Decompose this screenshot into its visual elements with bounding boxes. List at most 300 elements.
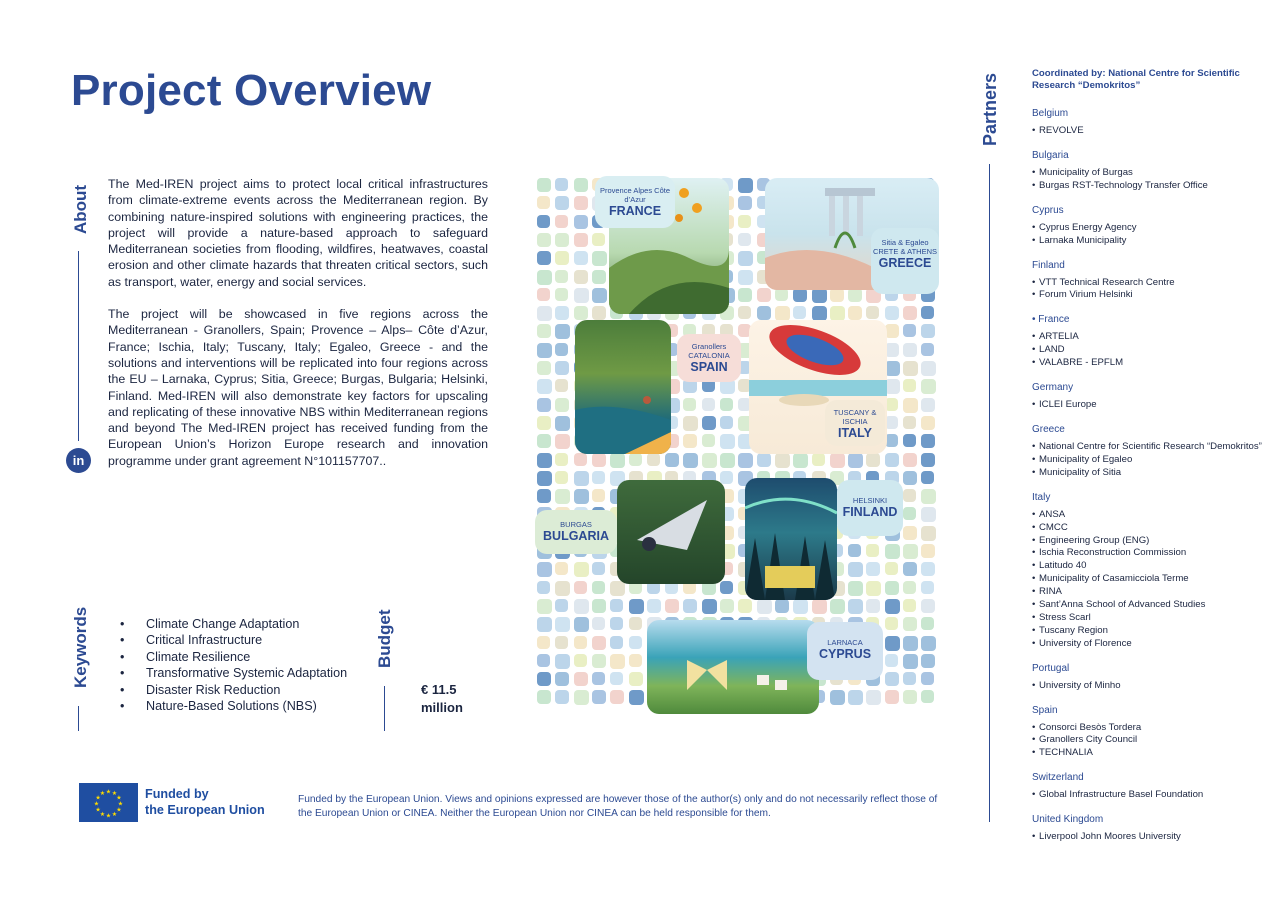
mosaic-tile bbox=[738, 215, 751, 228]
mosaic-tile bbox=[903, 581, 916, 594]
mosaic-tile bbox=[738, 233, 751, 246]
partner-country: Finland bbox=[1032, 259, 1065, 271]
mosaic-tile bbox=[848, 453, 863, 468]
mosaic-tile bbox=[757, 288, 771, 302]
mosaic-tile bbox=[683, 416, 698, 431]
mosaic-tile bbox=[702, 416, 716, 430]
mosaic-tile bbox=[555, 288, 568, 301]
mosaic-tile bbox=[574, 562, 589, 577]
mosaic-tile bbox=[885, 581, 899, 595]
mosaic-tile bbox=[903, 489, 916, 502]
mosaic-tile bbox=[921, 526, 936, 541]
mosaic-tile bbox=[903, 526, 917, 540]
partner-member-list bbox=[1032, 125, 1262, 138]
partner-member: • Stress Scarl bbox=[1032, 612, 1262, 625]
river-image bbox=[575, 320, 671, 454]
mosaic-tile bbox=[555, 453, 568, 466]
page-title: Project Overview bbox=[71, 66, 432, 115]
mosaic-tile bbox=[921, 306, 934, 319]
mosaic-tile bbox=[555, 379, 568, 392]
mosaic-tile bbox=[574, 288, 589, 303]
mosaic-tile bbox=[775, 599, 789, 613]
mosaic-tile bbox=[921, 343, 934, 356]
mosaic-tile bbox=[574, 654, 587, 667]
partner-member: • Tuscany Region bbox=[1032, 625, 1262, 638]
mosaic-tile bbox=[866, 544, 879, 557]
region-label-greece bbox=[871, 228, 939, 294]
mosaic-tile bbox=[574, 270, 588, 284]
mosaic-tile bbox=[903, 343, 917, 357]
partner-member: • Municipality of Egaleo bbox=[1032, 454, 1262, 467]
mosaic-tile bbox=[574, 690, 589, 705]
region-spain-name: SPAIN bbox=[690, 360, 728, 374]
cyprus-illustration bbox=[647, 620, 819, 714]
region-france-name: FRANCE bbox=[608, 204, 662, 218]
about-divider bbox=[78, 251, 79, 441]
region-italy-name: ITALY bbox=[837, 426, 873, 440]
budget-amount: € 11.5 bbox=[421, 682, 457, 697]
mosaic-tile bbox=[610, 654, 625, 669]
mosaic-tile bbox=[921, 434, 935, 448]
mosaic-tile bbox=[592, 654, 606, 668]
mosaic-tile bbox=[903, 654, 918, 669]
mosaic-tile bbox=[903, 471, 917, 485]
partner-member: • Municipality of Sitia bbox=[1032, 467, 1262, 480]
mosaic-tile bbox=[683, 453, 698, 468]
mosaic-tile bbox=[885, 306, 899, 320]
keyword-item: • Climate Resilience bbox=[120, 649, 347, 665]
mosaic-tile bbox=[647, 599, 661, 613]
keyword-item: • Disaster Risk Reduction bbox=[120, 682, 347, 698]
keywords-list bbox=[120, 616, 347, 714]
mosaic-tile bbox=[555, 489, 570, 504]
mosaic-tile bbox=[738, 196, 752, 210]
region-france-subtitle: Provence Alpes Côte d’Azur bbox=[599, 186, 671, 204]
mosaic-tile bbox=[812, 599, 827, 614]
keywords-divider bbox=[78, 706, 79, 731]
mosaic-tile bbox=[537, 379, 552, 394]
mosaic-tile bbox=[592, 306, 606, 320]
mosaic-tile bbox=[610, 636, 623, 649]
mosaic-tile bbox=[903, 544, 918, 559]
mosaic-tile bbox=[574, 581, 587, 594]
mosaic-tile bbox=[537, 215, 550, 228]
mosaic-tile bbox=[903, 617, 917, 631]
mosaic-tile bbox=[738, 178, 753, 193]
region-italy-area: TUSCANY & ISCHIA bbox=[833, 408, 877, 426]
eu-star-icon: ★ bbox=[116, 807, 122, 814]
mosaic-tile bbox=[683, 599, 697, 613]
mosaic-tile bbox=[537, 251, 551, 265]
mosaic-tile bbox=[720, 581, 733, 594]
partner-country: Portugal bbox=[1032, 662, 1070, 674]
mosaic-tile bbox=[537, 196, 550, 209]
linkedin-icon[interactable]: in bbox=[66, 448, 91, 473]
partner-member-list bbox=[1032, 441, 1262, 480]
mosaic-tile bbox=[629, 672, 643, 686]
mosaic-tile bbox=[903, 636, 918, 651]
mosaic-tile bbox=[592, 233, 605, 246]
mosaic-tile bbox=[848, 562, 863, 577]
mosaic-tile bbox=[903, 306, 917, 320]
mosaic-tile bbox=[830, 690, 845, 705]
mosaic-tile bbox=[738, 251, 753, 266]
eu-star-icon: ★ bbox=[111, 791, 118, 798]
mosaic-tile bbox=[921, 361, 936, 376]
partner-country: Switzerland bbox=[1032, 772, 1084, 784]
mosaic-tile bbox=[574, 672, 588, 686]
partner-member: • Ischia Reconstruction Commission bbox=[1032, 547, 1262, 560]
eu-star-icon: ★ bbox=[105, 789, 112, 796]
eu-star-icon: ★ bbox=[116, 795, 122, 802]
mosaic-tile bbox=[702, 453, 717, 468]
mosaic-tile bbox=[537, 270, 552, 285]
disclaimer-text: Funded by the European Union. Views and opinions expressed are however those of the author(s) only and do not necessarily reflect those of the European Union or CINEA. Neither the European Union nor CINEA can be held responsible for them. bbox=[298, 794, 938, 819]
mosaic-tile bbox=[537, 434, 551, 448]
mosaic-tile bbox=[555, 599, 568, 612]
partner-member-list bbox=[1032, 331, 1262, 370]
partner-member: • Global Infrastructure Basel Foundation bbox=[1032, 789, 1262, 802]
mosaic-tile bbox=[921, 416, 935, 430]
coordinator-text: Coordinated by: National Centre for Scientific Research “Demokritos” bbox=[1032, 68, 1240, 91]
forest-night-image bbox=[745, 478, 837, 600]
mosaic-tile bbox=[592, 636, 606, 650]
region-finland-city: HELSINKI bbox=[852, 496, 888, 505]
mosaic-tile bbox=[610, 599, 623, 612]
partner-member: • REVOLVE bbox=[1032, 125, 1262, 138]
budget-unit: million bbox=[421, 700, 463, 715]
partner-member: • CMCC bbox=[1032, 522, 1262, 535]
partner-member: • National Centre for Scientific Research “Demokritos” bbox=[1032, 441, 1262, 454]
mosaic-tile bbox=[720, 416, 733, 429]
mosaic-tile bbox=[555, 251, 569, 265]
mosaic-tile bbox=[592, 453, 606, 467]
partner-member: • University of Minho bbox=[1032, 680, 1262, 693]
partners-label: Partners bbox=[980, 72, 1000, 146]
about-paragraph-1: The Med-IREN project aims to protect local critical infrastructures from climate-extreme events across the Mediterranean region. By combining nature-inspired solutions with engineering practices, the project will provide a nature-based approach to safeguard Mediterranean societies from flooding, wildfires, heatwaves, coastal erosion and other climate hazards that threaten critical sectors, such as transport, water, energy and social services. bbox=[108, 177, 488, 289]
mosaic-tile bbox=[537, 288, 550, 301]
mosaic-tile bbox=[866, 581, 881, 596]
mosaic-tile bbox=[537, 453, 552, 468]
mosaic-tile bbox=[555, 690, 569, 704]
mosaic-tile bbox=[866, 453, 880, 467]
partner-member: • VTT Technical Research Centre bbox=[1032, 277, 1262, 290]
eu-star-icon: ★ bbox=[117, 801, 124, 808]
mosaic-tile bbox=[921, 453, 935, 467]
mosaic-tile bbox=[555, 654, 570, 669]
mosaic-tile bbox=[848, 306, 862, 320]
mosaic-tile bbox=[592, 270, 606, 284]
mosaic-tile bbox=[683, 434, 697, 448]
mosaic-tile bbox=[921, 324, 935, 338]
partner-member: • Municipality of Casamicciola Terme bbox=[1032, 573, 1262, 586]
mosaic-tile bbox=[555, 306, 569, 320]
mosaic-tile bbox=[555, 672, 569, 686]
mosaic-tile bbox=[757, 599, 772, 614]
mosaic-tile bbox=[574, 636, 587, 649]
mosaic-tile bbox=[610, 672, 623, 685]
keyword-item: • Critical Infrastructure bbox=[120, 632, 347, 648]
mosaic-tile bbox=[555, 617, 570, 632]
finland-illustration bbox=[745, 478, 837, 600]
mosaic-tile bbox=[848, 690, 863, 705]
partners-list bbox=[1032, 68, 1262, 856]
budget-label: Budget bbox=[375, 609, 394, 668]
mosaic-tile bbox=[793, 306, 806, 319]
keyword-item: • Climate Change Adaptation bbox=[120, 616, 347, 632]
region-spain-area: CATALONIA bbox=[688, 351, 730, 360]
mosaic-tile bbox=[885, 599, 900, 614]
mosaic-tile bbox=[574, 471, 589, 486]
mosaic-tile bbox=[537, 562, 552, 577]
mosaic-tile bbox=[574, 251, 588, 265]
mosaic-tile bbox=[720, 599, 734, 613]
mosaic-tile bbox=[537, 672, 551, 686]
mosaic-tile bbox=[610, 617, 623, 630]
mosaic-tile bbox=[574, 306, 588, 320]
mosaic-tile bbox=[848, 599, 863, 614]
mosaic-tile bbox=[537, 654, 550, 667]
region-spain-subtitle: Granollers bbox=[691, 342, 727, 351]
mosaic-tile bbox=[793, 453, 808, 468]
keyword-item: • Nature-Based Solutions (NBS) bbox=[120, 698, 347, 714]
partner-country: Greece bbox=[1032, 423, 1065, 435]
partner-member: • Forum Virium Helsinki bbox=[1032, 289, 1262, 302]
mosaic-tile bbox=[537, 489, 551, 503]
partner-member-list bbox=[1032, 277, 1262, 303]
region-label-france bbox=[595, 176, 675, 228]
mosaic-tile bbox=[537, 471, 552, 486]
partner-country: • France bbox=[1032, 314, 1070, 326]
partner-member: • ANSA bbox=[1032, 509, 1262, 522]
partner-member: • TECHNALIA bbox=[1032, 747, 1262, 760]
mosaic-tile bbox=[921, 379, 936, 394]
mosaic-tile bbox=[574, 489, 589, 504]
mosaic-tile bbox=[555, 636, 568, 649]
eu-flag-icon bbox=[79, 783, 138, 822]
mosaic-tile bbox=[702, 398, 715, 411]
region-label-spain bbox=[677, 334, 741, 382]
region-label-finland bbox=[837, 480, 903, 536]
mosaic-tile bbox=[885, 690, 899, 704]
partner-member: • VALABRE - EPFLM bbox=[1032, 357, 1262, 370]
mosaic-tile bbox=[775, 453, 790, 468]
mosaic-tile bbox=[702, 434, 715, 447]
keyword-item: • Transformative Systemic Adaptation bbox=[120, 665, 347, 681]
mosaic-tile bbox=[592, 489, 605, 502]
mosaic-tile bbox=[537, 581, 550, 594]
partner-member-list bbox=[1032, 167, 1262, 193]
mosaic-tile bbox=[574, 453, 587, 466]
mosaic-tile bbox=[555, 581, 570, 596]
mosaic-tile bbox=[921, 654, 935, 668]
mosaic-tile bbox=[629, 617, 642, 630]
partner-country: Germany bbox=[1032, 382, 1074, 394]
mosaic-tile bbox=[555, 178, 568, 191]
region-finland-name: FINLAND bbox=[842, 505, 898, 519]
mosaic-tile bbox=[610, 690, 624, 704]
region-label-italy bbox=[825, 400, 885, 446]
spain-illustration bbox=[575, 320, 671, 454]
eu-star-icon: ★ bbox=[95, 807, 101, 814]
partner-country: Spain bbox=[1032, 704, 1058, 716]
partner-member: • Municipality of Burgas bbox=[1032, 167, 1262, 180]
region-bulgaria-city: BURGAS bbox=[560, 520, 592, 529]
mosaic-tile bbox=[574, 617, 589, 632]
mosaic-tile bbox=[738, 453, 753, 468]
mosaic-tile bbox=[537, 233, 551, 247]
mosaic-tile bbox=[537, 636, 550, 649]
partner-member-list bbox=[1032, 509, 1262, 651]
mosaic-tile bbox=[592, 599, 606, 613]
mosaic-tile bbox=[555, 343, 568, 356]
partners-divider bbox=[989, 164, 990, 822]
eu-star-icon: ★ bbox=[95, 795, 101, 802]
keywords-label: Keywords bbox=[71, 606, 90, 688]
region-cyprus-name: CYPRUS bbox=[818, 647, 872, 661]
mosaic-tile bbox=[921, 672, 934, 685]
mosaic-tile bbox=[555, 215, 568, 228]
mosaic-tile bbox=[555, 361, 569, 375]
partner-country: Bulgaria bbox=[1032, 149, 1069, 161]
partner-member: • ARTELIA bbox=[1032, 331, 1262, 344]
budget-value bbox=[421, 681, 491, 717]
mosaic-tile bbox=[610, 453, 625, 468]
eu-star-icon: ★ bbox=[99, 811, 106, 818]
mosaic-tile bbox=[775, 306, 790, 321]
mosaic-tile bbox=[757, 453, 771, 467]
mosaic-tile bbox=[921, 471, 934, 484]
partner-country: United Kingdom bbox=[1032, 814, 1104, 826]
partner-country: Belgium bbox=[1032, 108, 1069, 119]
mosaic-tile bbox=[903, 562, 917, 576]
mosaic-tile bbox=[555, 398, 569, 412]
mosaic-tile bbox=[555, 562, 568, 575]
mosaic-tile bbox=[921, 617, 934, 630]
mosaic-tile bbox=[903, 398, 918, 413]
mosaic-tile bbox=[921, 581, 934, 594]
mosaic-tile bbox=[592, 581, 605, 594]
regions-mosaic bbox=[535, 174, 939, 718]
eu-star-icon: ★ bbox=[93, 801, 100, 808]
region-greece-name: GREECE bbox=[878, 256, 932, 270]
mosaic-tile bbox=[720, 398, 733, 411]
partner-member-list bbox=[1032, 399, 1262, 412]
mosaic-tile bbox=[592, 562, 605, 575]
partner-country: Italy bbox=[1032, 491, 1051, 503]
mosaic-tile bbox=[903, 361, 918, 376]
mosaic-tile bbox=[665, 599, 679, 613]
mosaic-tile bbox=[574, 196, 588, 210]
mosaic-tile bbox=[903, 379, 916, 392]
mosaic-tile bbox=[903, 507, 916, 520]
mosaic-tile bbox=[537, 690, 551, 704]
mosaic-tile bbox=[555, 434, 570, 449]
mosaic-tile bbox=[885, 654, 898, 667]
mosaic-tile bbox=[903, 672, 916, 685]
mosaic-tile bbox=[885, 562, 898, 575]
mosaic-tile bbox=[555, 233, 569, 247]
mosaic-tile bbox=[629, 453, 642, 466]
partner-member: • Sant’Anna School of Advanced Studies bbox=[1032, 599, 1262, 612]
mosaic-tile bbox=[921, 562, 935, 576]
bulgaria-illustration bbox=[617, 480, 725, 584]
region-bulgaria-name: BULGARIA bbox=[543, 529, 609, 543]
mosaic-tile bbox=[921, 599, 935, 613]
mosaic-tile bbox=[921, 489, 936, 504]
mosaic-tile bbox=[812, 288, 827, 303]
mosaic-tile bbox=[629, 636, 642, 649]
mosaic-tile bbox=[592, 690, 606, 704]
mosaic-tile bbox=[537, 599, 552, 614]
mosaic-tile bbox=[738, 306, 751, 319]
mosaic-tile bbox=[537, 617, 552, 632]
mosaic-tile bbox=[592, 471, 605, 484]
mosaic-tile bbox=[793, 599, 808, 614]
mosaic-tile bbox=[629, 599, 644, 614]
mosaic-tile bbox=[903, 434, 916, 447]
partner-member: • Larnaka Municipality bbox=[1032, 235, 1262, 248]
mosaic-tile bbox=[702, 599, 717, 614]
partner-member-list bbox=[1032, 680, 1262, 693]
partner-member: • Latitudo 40 bbox=[1032, 560, 1262, 573]
eu-star-icon: ★ bbox=[99, 791, 106, 798]
mosaic-tile bbox=[903, 416, 916, 429]
mosaic-tile bbox=[921, 507, 936, 522]
region-label-cyprus bbox=[807, 622, 883, 680]
partner-member: • RINA bbox=[1032, 586, 1262, 599]
mosaic-tile bbox=[830, 453, 845, 468]
mosaic-tile bbox=[629, 654, 642, 667]
mosaic-tile bbox=[555, 270, 568, 283]
partner-member: • Cyprus Energy Agency bbox=[1032, 222, 1262, 235]
mosaic-tile bbox=[738, 270, 753, 285]
mosaic-tile bbox=[574, 233, 588, 247]
mosaic-tile bbox=[555, 196, 569, 210]
partner-member: • Liverpool John Moores University bbox=[1032, 831, 1262, 844]
budget-divider bbox=[384, 686, 385, 731]
mosaic-tile bbox=[720, 471, 733, 484]
mosaic-tile bbox=[830, 599, 845, 614]
mosaic-tile bbox=[683, 398, 696, 411]
partner-member-list bbox=[1032, 831, 1262, 844]
mosaic-tile bbox=[885, 672, 899, 686]
about-text bbox=[108, 176, 488, 469]
mosaic-tile bbox=[848, 544, 861, 557]
mosaic-tile bbox=[537, 306, 552, 321]
mosaic-tile bbox=[592, 672, 605, 685]
partner-member: • ICLEI Europe bbox=[1032, 399, 1262, 412]
mosaic-tile bbox=[866, 690, 881, 705]
mosaic-tile bbox=[903, 599, 916, 612]
mosaic-tile bbox=[921, 398, 935, 412]
mosaic-tile bbox=[885, 544, 900, 559]
mosaic-tile bbox=[537, 416, 551, 430]
partner-member: • Burgas RST-Technology Transfer Office bbox=[1032, 180, 1262, 193]
mosaic-tile bbox=[903, 690, 917, 704]
mosaic-tile bbox=[812, 306, 827, 321]
mosaic-tile bbox=[555, 324, 570, 339]
mosaic-tile bbox=[885, 636, 900, 651]
region-greece-subtitle: Sitia & Egaleo bbox=[881, 238, 929, 247]
mosaic-tile bbox=[537, 398, 551, 412]
partner-country: Cyprus bbox=[1032, 204, 1064, 216]
partner-member-list bbox=[1032, 789, 1262, 802]
partner-member: • University of Florence bbox=[1032, 638, 1262, 651]
mosaic-tile bbox=[574, 215, 588, 229]
bird-image bbox=[617, 480, 725, 584]
mosaic-tile bbox=[592, 617, 605, 630]
